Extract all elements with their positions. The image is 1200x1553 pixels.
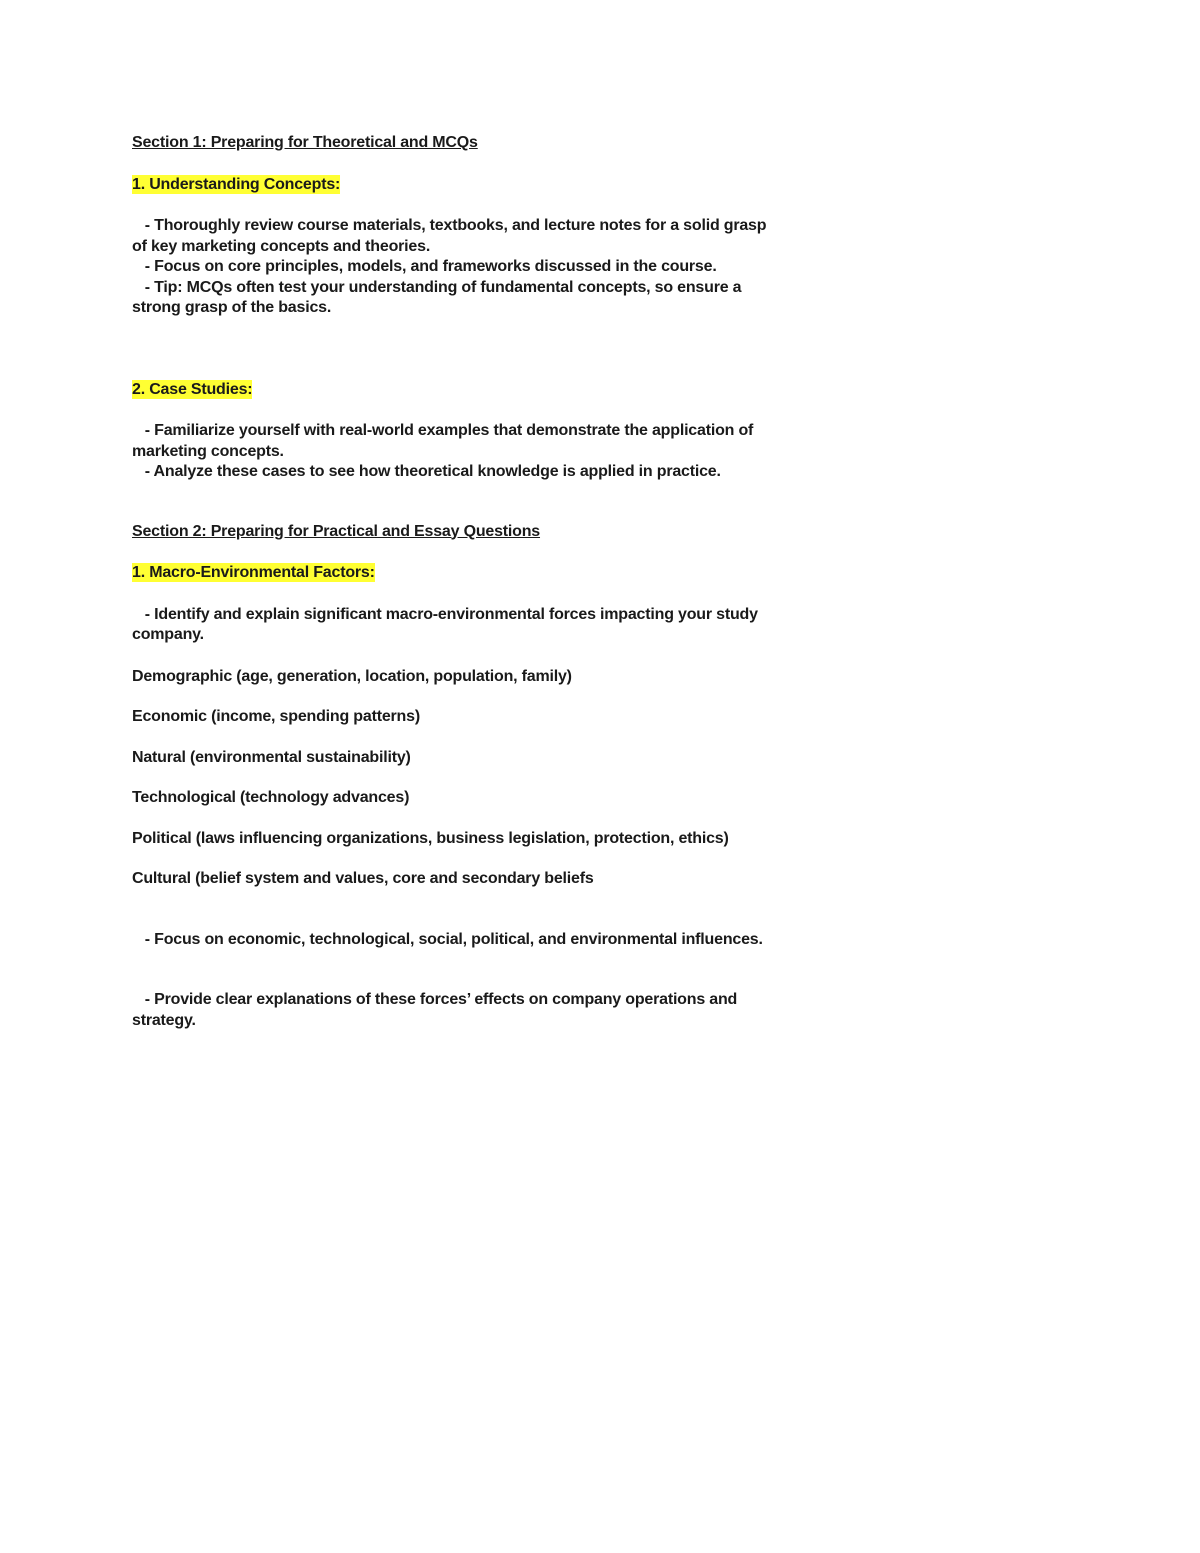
bullet-focus-influences: - Focus on economic, technological, social, political, and environmental influences. bbox=[132, 930, 763, 948]
document-page bbox=[132, 133, 772, 1031]
bullet-review-materials: - Thoroughly review course materials, textbooks, and lecture notes for a solid grasp of key marketing concepts and theories. bbox=[132, 217, 771, 255]
bullet-provide-explanations: - Provide clear explanations of these forces’ effects on company operations and strategy. bbox=[132, 991, 742, 1029]
subheading-understanding-concepts-text: 1. Understanding Concepts: bbox=[132, 175, 341, 193]
subheading-case-studies bbox=[132, 380, 772, 401]
subheading-macro-factors-text: 1. Macro-Environmental Factors: bbox=[132, 564, 375, 581]
factor-economic: Economic (income, spending patterns) bbox=[132, 708, 420, 725]
section-1-title: Section 1: Preparing for Theoretical and MCQs bbox=[132, 134, 478, 151]
subheading-macro-factors bbox=[132, 563, 772, 584]
subheading-case-studies-text: 2. Case Studies: bbox=[132, 380, 253, 398]
factor-political: Political (laws influencing organizations, business legislation, protection, ethics) bbox=[132, 829, 729, 847]
bullet-familiarize-examples: - Familiarize yourself with real-world examples that demonstrate the application of marketing concepts. bbox=[132, 422, 758, 460]
subheading-understanding-concepts bbox=[132, 175, 772, 196]
bullet-core-principles: - Focus on core principles, models, and frameworks discussed in the course. bbox=[132, 258, 717, 275]
factor-technological: Technological (technology advances) bbox=[132, 789, 410, 806]
factor-cultural: Cultural (belief system and values, core and secondary beliefs bbox=[132, 870, 594, 887]
factor-demographic: Demographic (age, generation, location, population, family) bbox=[132, 667, 572, 685]
bullet-identify-forces: - Identify and explain significant macro-environmental forces impacting your study company. bbox=[132, 605, 763, 643]
factor-natural: Natural (environmental sustainability) bbox=[132, 748, 411, 766]
bullet-mcq-tip: - Tip: MCQs often test your understanding of fundamental concepts, so ensure a strong grasp of the basics. bbox=[132, 278, 746, 316]
bullet-analyze-cases: - Analyze these cases to see how theoretical knowledge is applied in practice. bbox=[132, 463, 721, 480]
section-2-title: Section 2: Preparing for Practical and Essay Questions bbox=[132, 522, 541, 540]
